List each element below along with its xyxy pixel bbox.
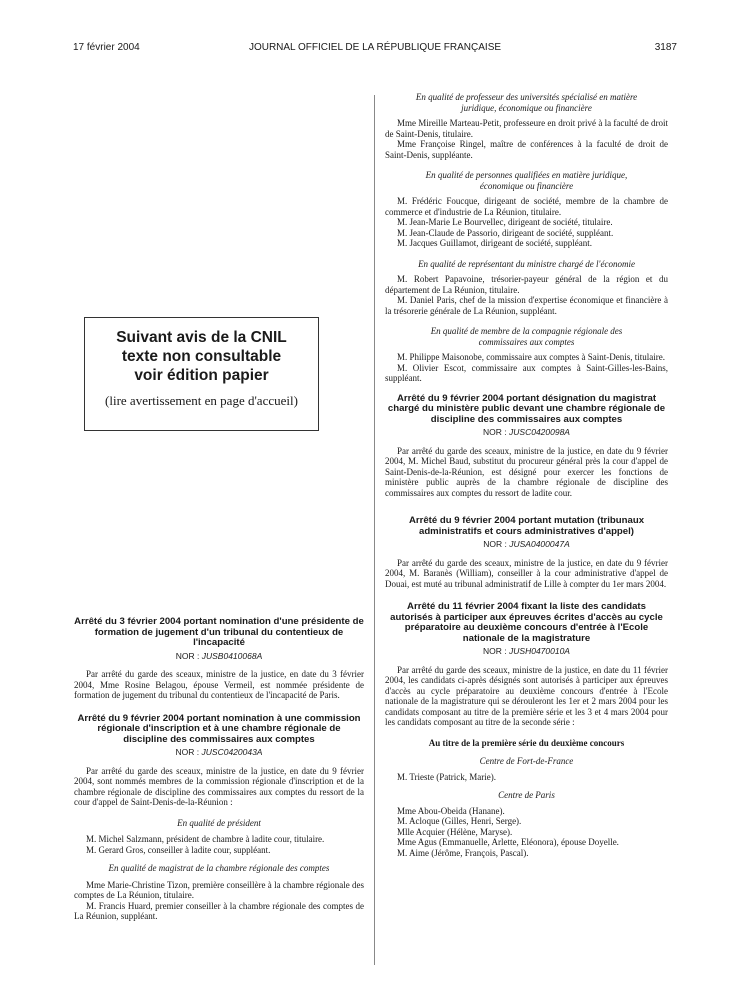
- entry: M. Francis Huard, premier conseiller à la chambre régionale des comptes de La Réunion, suppléant.: [74, 900, 364, 921]
- section-heading: En qualité de personnes qualifiées en matière juridique, économique ou financière: [425, 170, 628, 191]
- centre-heading: Centre de Fort-de-France: [479, 756, 574, 766]
- section-heading: En qualité de membre de la compagnie régionale des commissaires aux comptes: [430, 326, 623, 347]
- journal-title: JOURNAL OFFICIEL DE LA RÉPUBLIQUE FRANÇAISE: [248, 42, 502, 53]
- cnil-line-2: texte non consultable: [121, 348, 282, 365]
- candidate-entry: M. Aime (Jérôme, François, Pascal).: [397, 847, 529, 858]
- page-number: 3187: [654, 42, 677, 53]
- entry: Mme Marie-Christine Tizon, première conseillère à la chambre régionale des comptes de La Réunion, titulaire.: [74, 879, 364, 900]
- article-body: Par arrêté du garde des sceaux, ministre de la justice, en date du 3 février 2004, Mme Rosine Belagou, épouse Vermeil, est nommée présidente de formation de jugement du tribunal du contentieux de l'incapacité de Paris.: [74, 669, 364, 700]
- nor-label: NOR :: [483, 646, 507, 656]
- candidate-entry: M. Trieste (Patrick, Marie).: [397, 771, 496, 782]
- article-title: Arrêté du 9 février 2004 portant désignation du magistrat chargé du ministère public devant une chambre régionale de discipline des commissaires aux comptes: [387, 392, 666, 425]
- article-body: Par arrêté du garde des sceaux, ministre de la justice, en date du 9 février 2004, M. Baranès (William), conseiller à la cour administrative d'appel de Douai, est muté au tribunal administratif de Lille à compter du 1er mars 2004.: [385, 557, 668, 589]
- left-column: [74, 617, 364, 922]
- entry: M. Jean-Claude de Passorio, dirigeant de société, suppléant.: [397, 227, 614, 238]
- entry: M. Gerard Gros, conseiller à ladite cour, suppléant.: [86, 844, 271, 855]
- cnil-line-1: Suivant avis de la CNIL: [116, 329, 287, 346]
- section-heading: En qualité de professeur des universités spécialisé en matière juridique, économique ou financière: [415, 92, 638, 113]
- entry: M. Robert Papavoine, trésorier-payeur général de la région et du département de La Réunion, titulaire.: [385, 274, 668, 295]
- article-title: Arrêté du 11 février 2004 fixant la liste des candidats autorisés à participer aux épreuves écrites d'accès au cycle préparatoire au deuxième concours d'entrée à l'Ecole nationale de la magistrature: [390, 601, 663, 644]
- centre-heading: Centre de Paris: [498, 790, 555, 800]
- entry: Mme Mireille Marteau-Petit, professeure en droit privé à la faculté de droit de Saint-Denis, titulaire.: [385, 118, 668, 139]
- nor-label: NOR :: [483, 539, 507, 549]
- candidate-entry: Mlle Acquier (Hélène, Maryse).: [397, 826, 513, 837]
- section-heading: En qualité de magistrat de la chambre régionale des comptes: [108, 863, 330, 873]
- entry: M. Jean-Marie Le Bourvellec, dirigeant de société, titulaire.: [397, 217, 613, 227]
- nor-line: [385, 539, 668, 550]
- cnil-notice-box: [84, 317, 319, 431]
- series-heading: Au titre de la première série du deuxième concours: [428, 737, 625, 748]
- right-column: [385, 92, 668, 858]
- entry: M. Michel Salzmann, président de chambre à ladite cour, titulaire.: [86, 834, 325, 844]
- nor-line: [74, 747, 364, 758]
- nor-line: [74, 651, 364, 662]
- nor-line: [385, 427, 668, 438]
- article-l1: [74, 617, 364, 701]
- candidate-entry: Mme Agus (Emmanuelle, Arlette, Eléonora), épouse Doyelle.: [397, 837, 619, 847]
- entry: M. Daniel Paris, chef de la mission d'expertise économique et financière à la trésorerie générale de La Réunion, suppléant.: [385, 295, 668, 316]
- entry: M. Frédéric Foucque, dirigeant de société, membre de la chambre de commerce et d'industrie de La Réunion, titulaire.: [385, 196, 668, 217]
- cnil-line-3: voir édition papier: [134, 367, 269, 384]
- cnil-line-4: (lire avertissement en page d'accueil): [105, 393, 298, 408]
- candidate-entry: M. Acloque (Gilles, Henri, Serge).: [397, 816, 522, 826]
- article-body: Par arrêté du garde des sceaux, ministre de la justice, en date du 11 février 2004, les candidats ci-après désignés sont autorisés à participer aux épreuves d'accès au cycle préparatoire au deuxième concours d'entrée à l'Ecole nationale de la magistrature qui se dérouleront les 1er et 2 mars 2004 pour les candidats composant au titre de la première série et les 3 et 4 mars 2004 pour les candidats composant au titre de la seconde série :: [385, 664, 668, 727]
- article-body: Par arrêté du garde des sceaux, ministre de la justice, en date du 9 février 2004, sont nommés membres de la commission régionale d'inscription et de la chambre régionale de discipline des commissaires aux comptes du ressort de la cour d'appel de Saint-Denis-de-la-Réunion :: [74, 765, 364, 807]
- nor-code: JUSC0420098A: [509, 427, 570, 437]
- entry: M. Philippe Maisonobe, commissaire aux comptes à Saint-Denis, titulaire.: [397, 352, 665, 362]
- article-r2: [385, 516, 668, 589]
- nor-label: NOR :: [175, 650, 200, 661]
- entry: M. Olivier Escot, commissaire aux comptes à Saint-Gilles-les-Bains, suppléant.: [385, 362, 668, 383]
- nor-label: NOR :: [483, 427, 507, 437]
- article-title: Arrêté du 9 février 2004 portant nomination à une commission régionale d'inscription et à une chambre régionale de discipline des commissaires aux comptes: [77, 712, 361, 745]
- nor-label: NOR :: [175, 747, 200, 757]
- nor-code: JUSA0400047A: [509, 539, 570, 549]
- article-r3: [385, 602, 668, 858]
- article-l2: [74, 714, 364, 922]
- entry: Mme Françoise Ringel, maître de conférences à la faculté de droit de Saint-Denis, suppléante.: [385, 139, 668, 160]
- article-title: Arrêté du 3 février 2004 portant nomination d'une présidente de formation de jugement d'un tribunal du contentieux de l'incapacité: [74, 616, 364, 648]
- nor-code: JUSB0410068A: [201, 650, 263, 661]
- issue-date: 17 février 2004: [73, 42, 140, 53]
- section-heading: En qualité de président: [177, 817, 261, 828]
- entry: M. Jacques Guillamot, dirigeant de société, suppléant.: [397, 238, 592, 248]
- nor-line: [385, 646, 668, 657]
- article-title: Arrêté du 9 février 2004 portant mutation (tribunaux administratifs et cours administratives d'appel): [408, 515, 645, 537]
- article-body: Par arrêté du garde des sceaux, ministre de la justice, en date du 9 février 2004, M. Michel Baud, substitut du procureur général près la cour d'appel de Saint-Denis-de-la-Réunion, est désigné pour exercer les fonctions de ministère public auprès de la chambre régionale de discipline des commissaires aux comptes du ressort de ladite cour.: [385, 445, 668, 498]
- nor-code: JUSC0420043A: [201, 747, 263, 757]
- candidate-entry: Mme Abou-Obeida (Hanane).: [397, 805, 505, 816]
- nor-code: JUSH0470010A: [509, 646, 570, 656]
- article-r1: [385, 394, 668, 499]
- column-divider: [374, 95, 375, 965]
- section-heading: En qualité de représentant du ministre chargé de l'économie: [418, 258, 635, 269]
